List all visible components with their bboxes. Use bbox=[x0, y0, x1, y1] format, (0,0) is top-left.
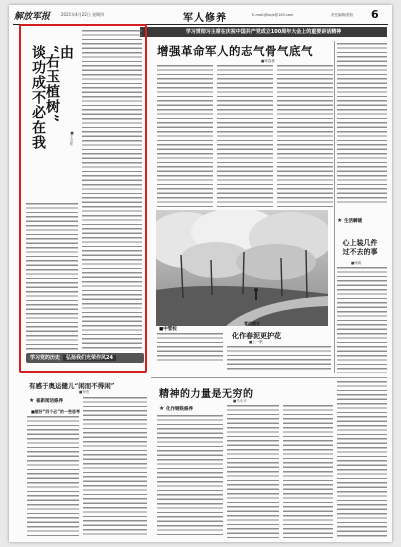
issue-date: 2021年4月22日 星期四 bbox=[61, 12, 105, 17]
left-lower-text-2 bbox=[83, 397, 147, 538]
bottom-headline[interactable]: 精神的力量是无穷的 bbox=[159, 389, 254, 400]
left-lower-label-text: 崔新闻话修养 bbox=[35, 399, 63, 404]
left-lower-label bbox=[29, 397, 63, 404]
main-headline[interactable]: 增强革命军人的志气骨气底气 bbox=[157, 44, 313, 58]
title-line-2: “右玉植树” bbox=[44, 45, 60, 124]
photo-image bbox=[156, 210, 328, 326]
star-icon: ★ bbox=[159, 405, 165, 412]
responsible-editor: 责任编辑/张阳 bbox=[331, 13, 354, 17]
right-text bbox=[337, 267, 387, 373]
caption-headline[interactable]: 化作春泥更护花 bbox=[232, 332, 281, 340]
caption-title: 青风微言 bbox=[244, 321, 260, 326]
left-article-byline: ■王文松 bbox=[70, 131, 74, 146]
bottom-mid-label bbox=[159, 405, 193, 412]
left-lower-headline[interactable]: 有感于奥运健儿“闲而不得闲” bbox=[29, 382, 115, 390]
right-headline-line-2: 过不去的事 bbox=[342, 248, 378, 256]
main-text-col-4 bbox=[337, 43, 387, 203]
bottom-mid-label-text: 化作钢铁修养 bbox=[165, 407, 193, 412]
caption-byline: ■上一帆 bbox=[249, 340, 263, 344]
left-article-title[interactable] bbox=[31, 45, 73, 150]
left-lower-text-1 bbox=[27, 416, 79, 538]
photo-park-scene[interactable] bbox=[156, 210, 328, 326]
right-headline-line-1: 心上装几件 bbox=[342, 239, 378, 247]
masthead: 解放军报 bbox=[14, 12, 51, 22]
main-text-col-3 bbox=[277, 65, 333, 207]
caption-body-text bbox=[227, 346, 331, 372]
contact-email: E-mail:jfjbxjx@163.com bbox=[252, 13, 294, 17]
right-byline: ■杨威 bbox=[351, 261, 362, 265]
left-article-text-a bbox=[82, 30, 142, 212]
page-number: 6 bbox=[371, 8, 379, 21]
top-banner: 学习贯彻习主席在庆祝中国共产党成立100周年大会上的重要讲话精神 bbox=[140, 27, 387, 37]
main-text-col-2 bbox=[217, 65, 273, 207]
left-lower-subhead: ■做好“四个必”的一些思考 bbox=[31, 409, 81, 414]
bottom-byline: ■马永平 bbox=[233, 399, 247, 403]
right-headline[interactable] bbox=[336, 239, 384, 257]
right-section-label-text: 生活瞬镜 bbox=[343, 219, 362, 224]
photo-caption-text bbox=[157, 333, 223, 361]
bottom-text-col-1 bbox=[157, 415, 223, 538]
section-name: 军人修养 bbox=[183, 13, 227, 24]
star-icon: ★ bbox=[29, 397, 35, 404]
star-icon: ★ bbox=[337, 217, 343, 224]
section-divider bbox=[151, 377, 387, 378]
title-line-3: 谈功成不必在我 bbox=[30, 45, 46, 150]
history-banner-tag: 弘扬我们光荣作风24 bbox=[63, 355, 116, 361]
left-lower-byline: ■李杰 bbox=[79, 390, 90, 394]
bottom-text-col-2 bbox=[227, 405, 279, 538]
history-banner-label: 学习党的历史 bbox=[30, 355, 61, 361]
bottom-text-col-4 bbox=[337, 381, 387, 538]
main-text-col-1 bbox=[157, 65, 213, 207]
history-banner bbox=[26, 353, 144, 363]
bottom-text-col-3 bbox=[283, 405, 333, 538]
title-line-1: 由 bbox=[58, 45, 74, 60]
photo-label: ■中管校 bbox=[159, 327, 177, 332]
right-section-label bbox=[337, 217, 362, 224]
left-article-text-c bbox=[82, 215, 142, 351]
newspaper-page bbox=[9, 5, 392, 542]
main-byline: ■杨春林 bbox=[261, 59, 275, 63]
column-rule bbox=[334, 41, 335, 373]
left-article-text-b bbox=[26, 203, 78, 351]
